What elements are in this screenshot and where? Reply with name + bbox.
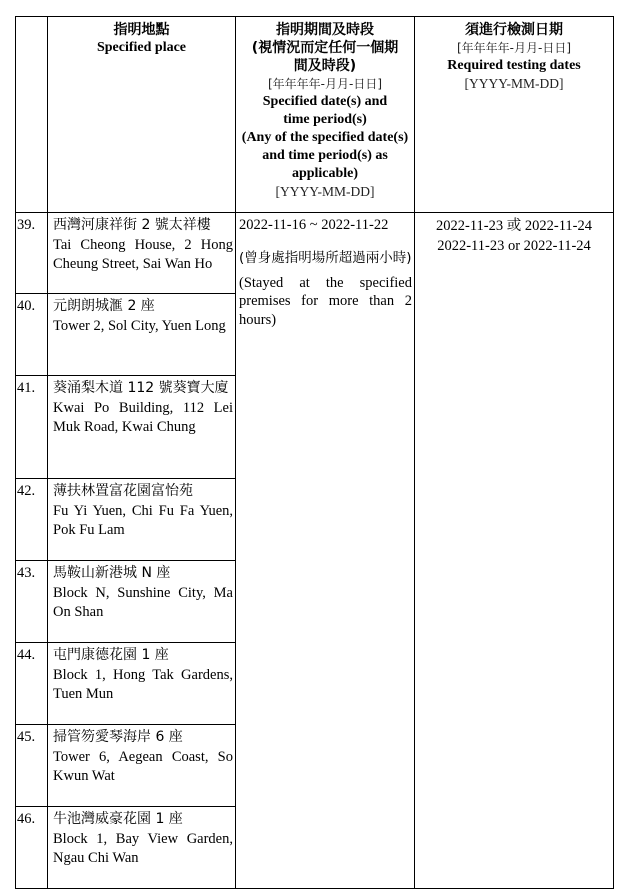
place-name-en: Kwai Po Building, 112 Lei Muk Road, Kwai Chung [53,399,233,435]
place-name-zh: 元朗朗城滙 2 座 [53,298,155,314]
header-period-cell [236,17,415,213]
place-name-en: Block N, Sunshine City, Ma On Shan [53,584,233,620]
period-note-en: (Stayed at the specified premises for more than 2 hours) [239,274,412,328]
header-period-en: Specified date(s) and time period(s) [262,94,388,127]
place-name-zh: 牛池灣威豪花園 1 座 [53,811,183,827]
place-name-en: Fu Yi Yuen, Chi Fu Fa Yuen, Pok Fu Lam [53,502,233,538]
row-number: 45. [16,725,48,807]
table-header-row [16,17,614,213]
header-place-en: Specified place [96,40,187,55]
header-place-cell [48,17,236,213]
header-testing-en: Required testing dates [447,58,581,73]
header-place-zh: 指明地點 [113,22,170,38]
row-number: 44. [16,643,48,725]
row-number: 42. [16,479,48,561]
place-cell [48,294,236,376]
header-period-zh-note: (視情況而定任何一個期間及時段) [251,40,399,74]
row-number: 46. [16,807,48,889]
table-row [16,213,614,294]
place-name-zh: 葵涌梨木道 112 號葵寶大廈 [53,380,229,396]
header-testing-cell [415,17,614,213]
place-cell [48,479,236,561]
place-cell [48,376,236,479]
place-name-zh: 馬鞍山新港城 N 座 [53,565,171,581]
row-number: 43. [16,561,48,643]
header-period-format-zh: [年年年年-月月-日日] [267,77,383,91]
period-range: 2022-11-16 ~ 2022-11-22 [239,217,389,233]
place-name-en: Block 1, Bay View Garden, Ngau Chi Wan [53,830,233,866]
place-cell [48,725,236,807]
place-name-en: Tower 2, Sol City, Yuen Long [53,317,226,334]
testing-dates-cell [415,213,614,889]
place-name-en: Tower 6, Aegean Coast, So Kwun Wat [53,748,233,784]
row-number: 39. [16,213,48,294]
period-cell [236,213,415,889]
header-period-en-note: (Any of the specified date(s) and time period(s) as applicable) [241,130,409,181]
place-cell [48,807,236,889]
row-number: 41. [16,376,48,479]
place-name-en: Tai Cheong House, 2 Hong Cheung Street, Sai Wan Ho [53,236,233,272]
header-testing-zh: 須進行檢測日期 [465,22,563,38]
place-name-zh: 屯門康德花園 1 座 [53,647,169,663]
header-number-cell [16,17,48,213]
place-cell [48,561,236,643]
testing-dates-zh: 2022-11-23 或 2022-11-24 [436,218,592,234]
place-name-zh: 掃管笏愛琴海岸 6 座 [53,729,183,745]
place-cell [48,643,236,725]
place-name-en: Block 1, Hong Tak Gardens, Tuen Mun [53,666,233,702]
place-name-zh: 西灣河康祥街 2 號太祥樓 [53,217,211,233]
testing-dates-en: 2022-11-23 or 2022-11-24 [437,238,591,254]
header-period-zh: 指明期間及時段 [276,22,374,38]
row-number: 40. [16,294,48,376]
period-note-zh: (曾身處指明場所超過兩小時) [239,249,412,266]
header-testing-format-en: [YYYY-MM-DD] [464,76,564,91]
header-period-format-en: [YYYY-MM-DD] [275,184,375,199]
specified-places-table [15,16,614,889]
place-cell [48,213,236,294]
header-testing-format-zh: [年年年年-月月-日日] [456,41,572,55]
place-name-zh: 薄扶林置富花園富怡苑 [53,483,193,499]
